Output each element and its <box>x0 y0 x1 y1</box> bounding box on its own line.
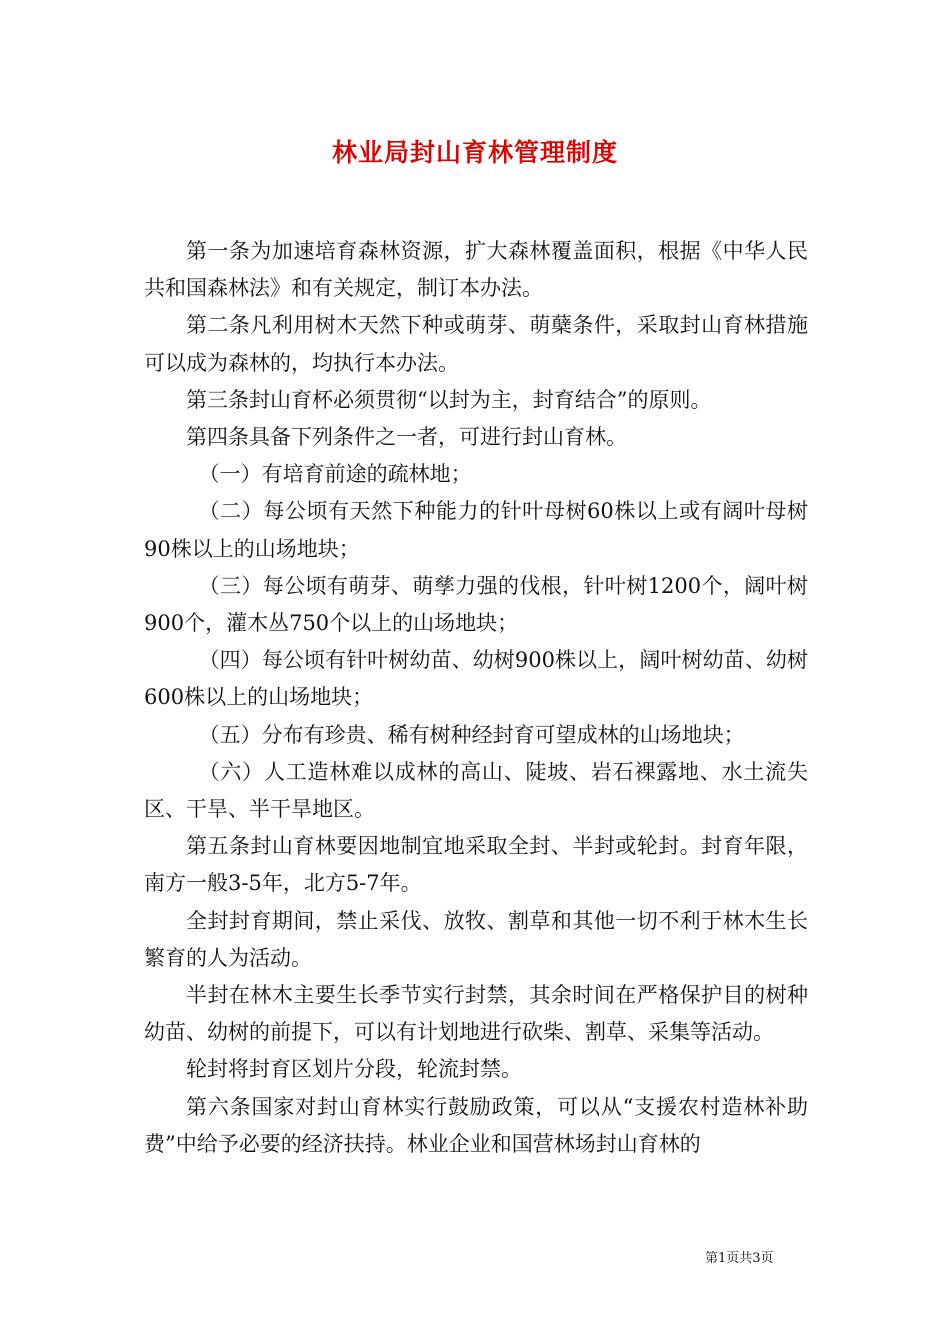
paragraph-article-5: 第五条封山育林要因地制宜地采取全封、半封或轮封。封育年限，南方一般3-5年，北方5-7年。 <box>144 834 808 896</box>
paragraph-article-6: 第六条国家对封山育林实行鼓励政策，可以从“支援农村造林补助费”中给予必要的经济扶持。林业企业和国营林场封山育林的 <box>144 1094 808 1156</box>
paragraph-condition-2: （二）每公顷有天然下种能力的针叶母树60株以上或有阔叶母树90株以上的山场地块； <box>144 499 808 561</box>
paragraph-condition-3: （三）每公顷有萌芽、萌孳力强的伐根，针叶树1200个，阔叶树900个，灌木丛750个以上的山场地块； <box>144 573 808 636</box>
paragraph-rotation-closure: 轮封将封育区划片分段，轮流封禁。 <box>186 1057 522 1082</box>
paragraph-article-2: 第二条凡利用树木天然下种或萌芽、萌蘖条件，采取封山育林措施可以成为森林的，均执行本办法。 <box>144 313 808 375</box>
paragraph-condition-4: （四）每公顷有针叶树幼苗、幼树900株以上，阔叶树幼苗、幼树600株以上的山场地块； <box>144 648 808 710</box>
paragraph-article-1: 第一条为加速培育森林资源，扩大森林覆盖面积，根据《中华人民共和国森林法》和有关规定，制订本办法。 <box>144 239 808 301</box>
paragraph-article-3: 第三条封山育杯必须贯彻“以封为主，封育结合”的原则。 <box>186 387 712 412</box>
paragraph-article-4: 第四条具备下列条件之一者，可进行封山育林。 <box>186 425 627 450</box>
paragraph-condition-1: （一）有培育前途的疏林地； <box>198 462 472 487</box>
document-title: 林业局封山育林管理制度 <box>331 138 618 167</box>
document-body <box>144 233 808 1163</box>
paragraph-condition-6: （六）人工造林难以成林的高山、陡坡、岩石裸露地、水土流失区、干旱、半干旱地区。 <box>144 759 808 822</box>
page-number: 第1页共3页 <box>705 1251 774 1266</box>
paragraph-half-closure: 半封在林木主要生长季节实行封禁，其余时间在严格保护目的树种幼苗、幼树的前提下，可以有计划地进行砍柴、割草、采集等活动。 <box>144 983 808 1045</box>
paragraph-condition-5: （五）分布有珍贵、稀有树种经封育可望成林的山场地块； <box>198 722 745 747</box>
paragraph-full-closure: 全封封育期间，禁止采伐、放牧、割草和其他一切不利于林木生长繁育的人为活动。 <box>144 908 808 970</box>
